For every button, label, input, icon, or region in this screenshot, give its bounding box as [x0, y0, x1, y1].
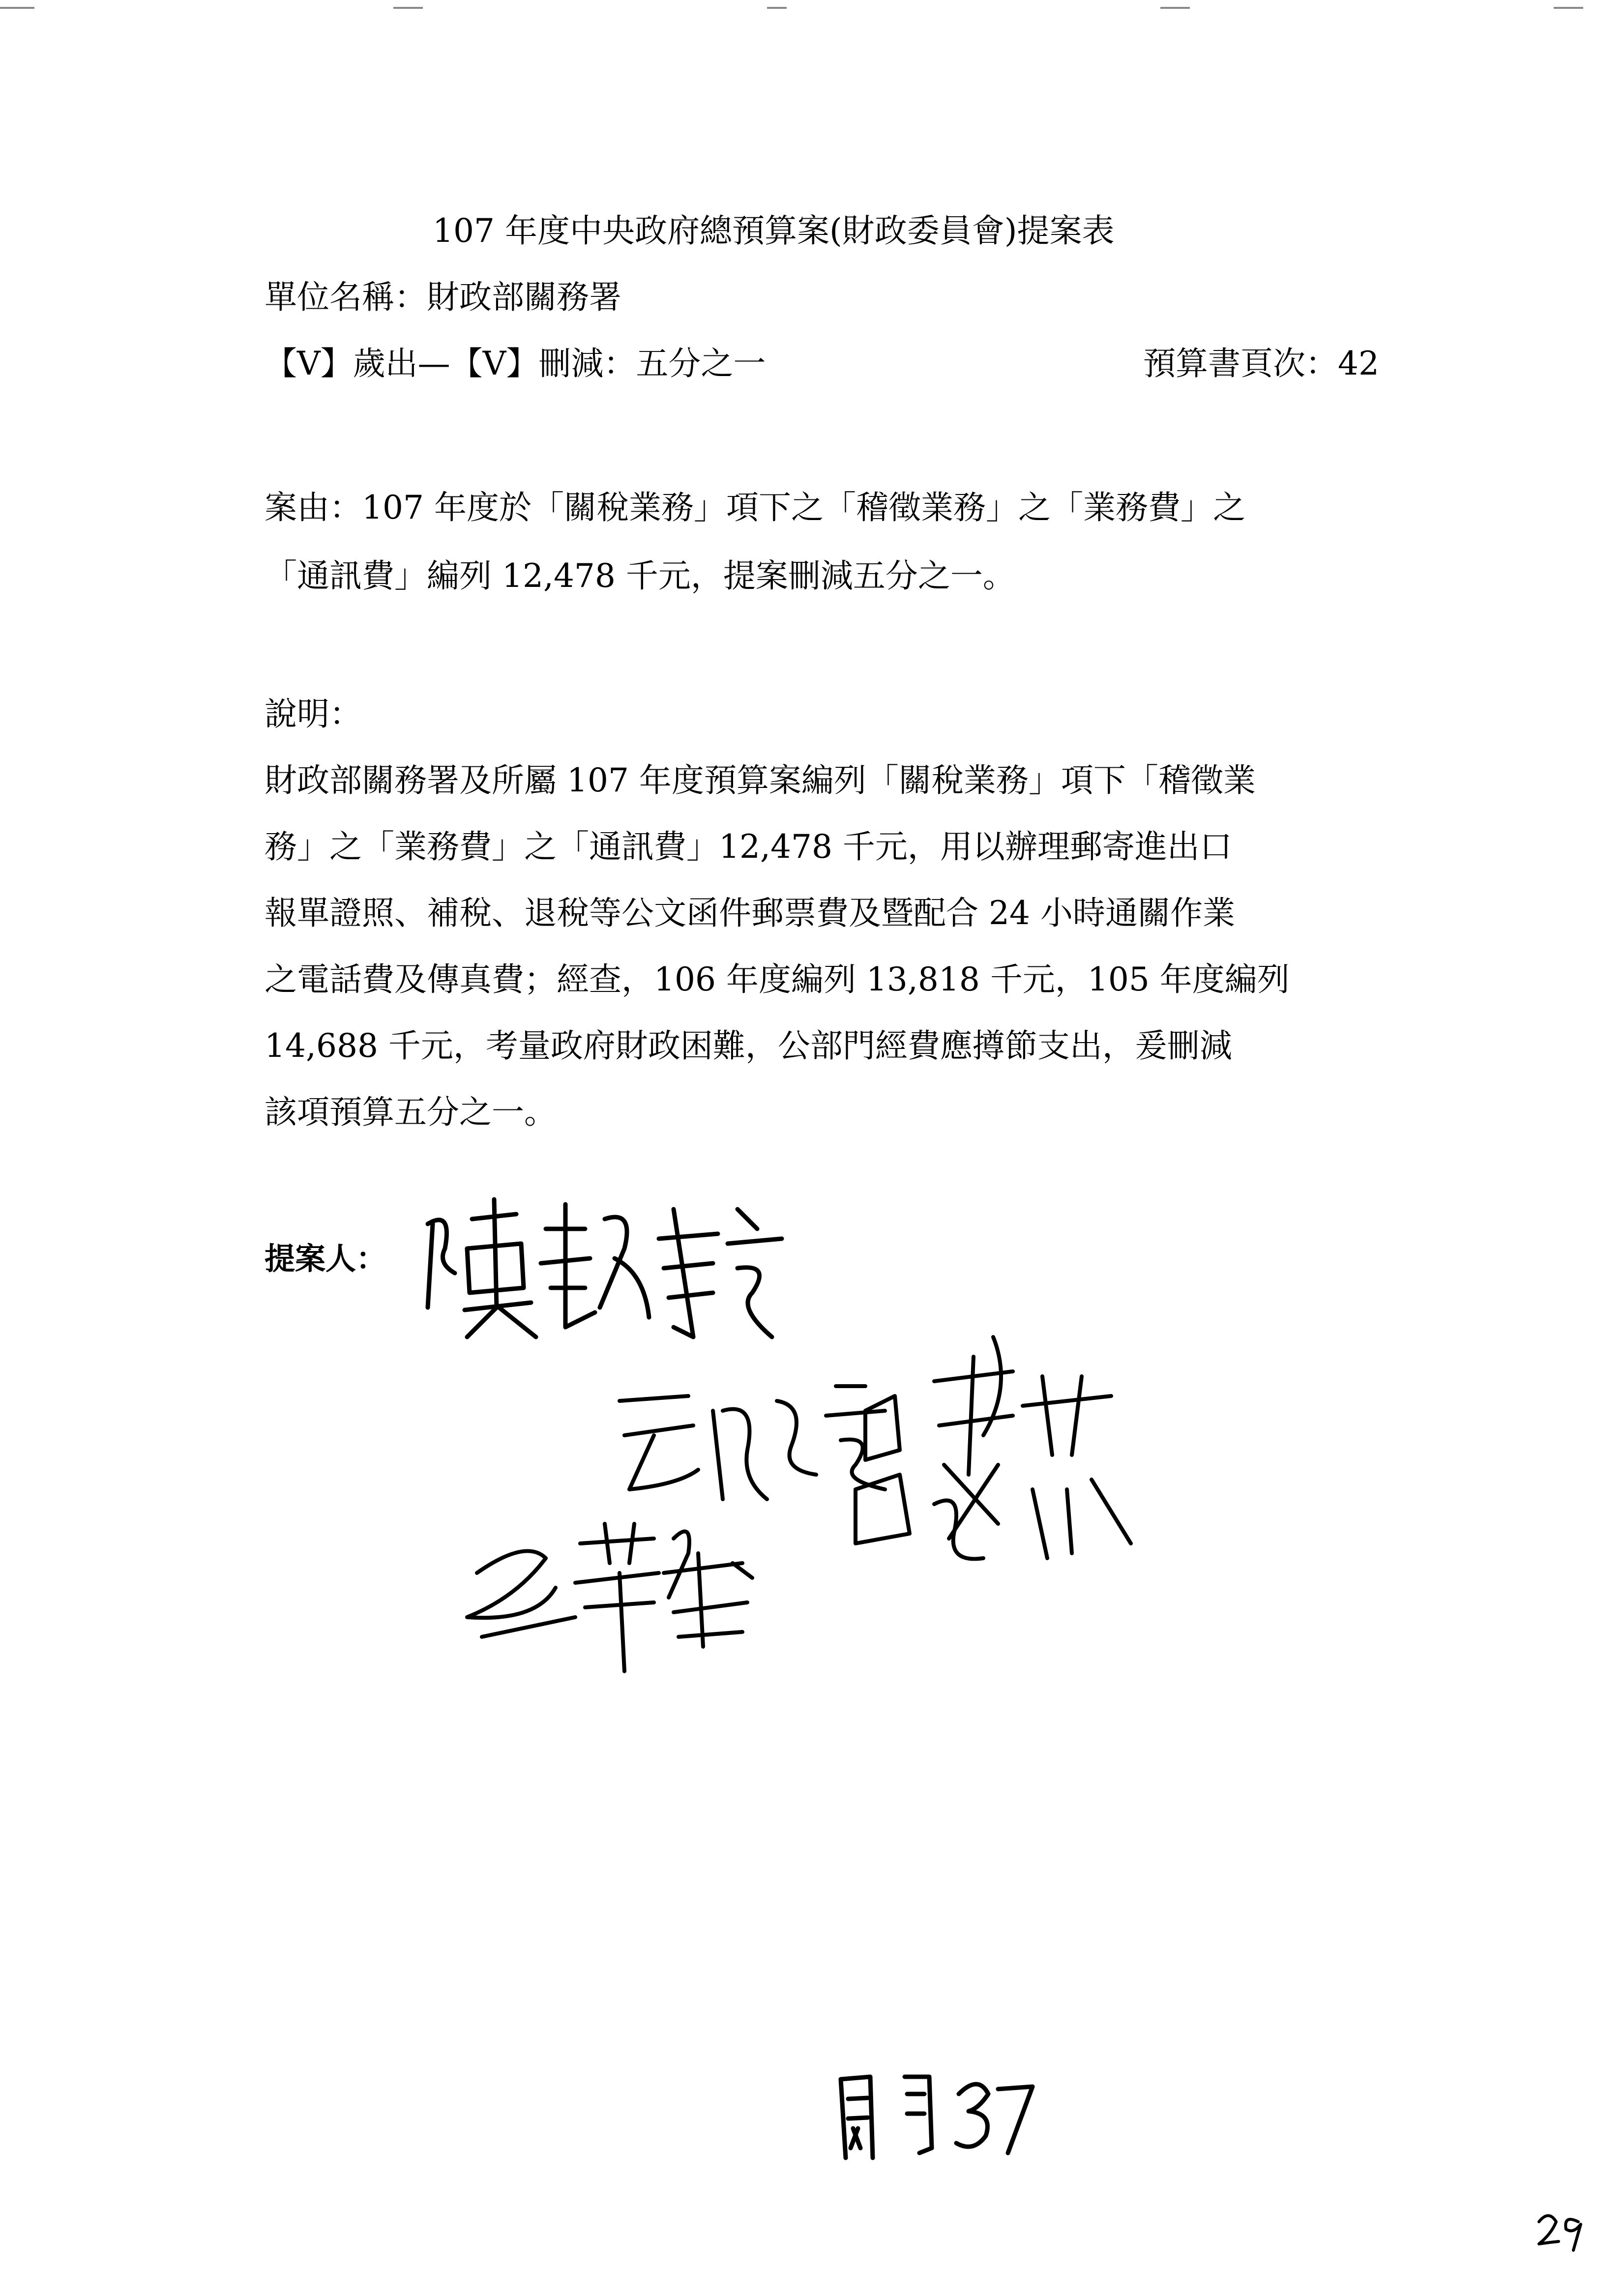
unit-name: 單位名稱：財政部關務署 — [265, 278, 621, 316]
explanation-line: 14,688 千元，考量政府財政困難，公部門經費應撙節支出，爰刪減 — [265, 1027, 1232, 1065]
explanation-line: 務」之「業務費」之「通訊費」12,478 千元，用以辦理郵寄進出口 — [265, 828, 1232, 866]
explanation-line: 之電話費及傳真費；經查，106 年度編列 13,818 千元，105 年度編列 — [265, 960, 1290, 998]
scan-mark — [393, 7, 423, 9]
reason-line: 案由：107 年度於「關稅業務」項下之「稽徵業務」之「業務費」之 — [265, 489, 1245, 526]
explanation-heading: 說明： — [265, 695, 362, 733]
handwritten-ref-guan-37 — [831, 2064, 1037, 2163]
handwritten-page-number — [1534, 2207, 1588, 2251]
explanation-line: 財政部關務署及所屬 107 年度預算案編列「關稅業務」項下「稽徵業 — [265, 761, 1256, 799]
scan-mark — [0, 7, 34, 9]
reason-line: 「通訊費」編列 12,478 千元，提案刪減五分之一。 — [265, 557, 1015, 595]
signature-wang-rong-zhang — [457, 1499, 762, 1676]
proposer-label: 提案人： — [265, 1241, 387, 1277]
scan-mark — [1554, 7, 1583, 9]
explanation-line: 該項預算五分之一。 — [265, 1093, 557, 1131]
document-title: 107 年度中央政府總預算案(財政委員會)提案表 — [433, 212, 1115, 250]
signature-chen-lai-su-mei — [418, 1190, 801, 1352]
budget-page-ref: 預算書頁次：42 — [1143, 345, 1379, 382]
signature-lu-sun-ling — [836, 1327, 1141, 1593]
scan-mark — [767, 7, 787, 9]
explanation-line: 報單證照、補稅、退稅等公文函件郵票費及暨配合 24 小時通關作業 — [265, 894, 1235, 932]
scan-mark — [1160, 7, 1190, 9]
expenditure-type: 【V】歲出—【V】刪減：五分之一 — [265, 345, 766, 382]
